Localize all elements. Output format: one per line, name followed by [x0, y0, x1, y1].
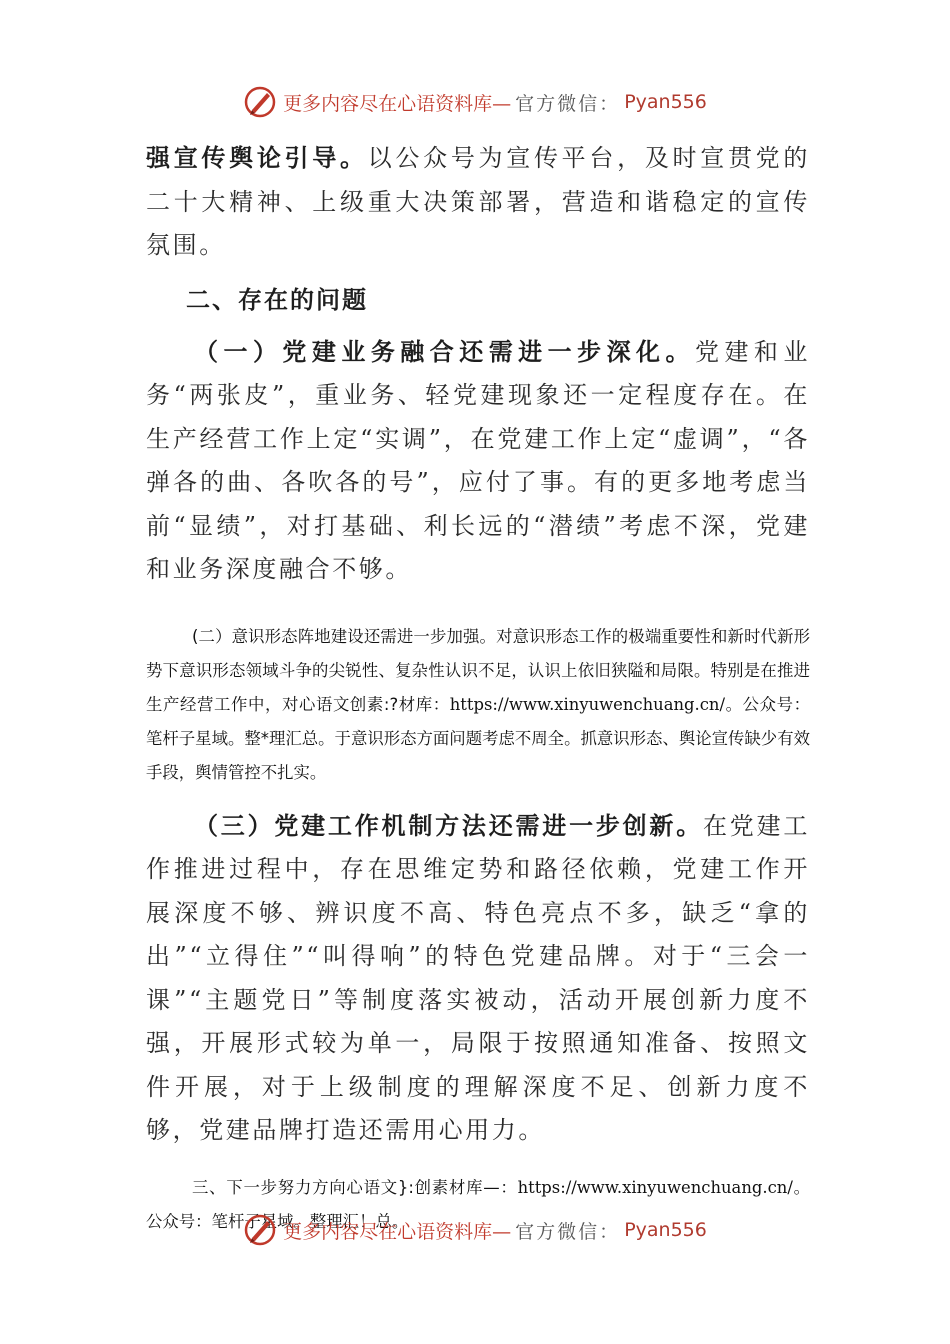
section-heading-problems: 二、存在的问题 [186, 284, 368, 314]
watermark-account: Pyan556 [624, 91, 707, 113]
paragraph-top-text: 以公众号为宣传平台，及时宣贯党的二十大精神、上级重大决策部署，营造和谐稳定的宣传氛围。 [146, 144, 810, 259]
paragraph-2 [146, 620, 810, 790]
paragraph-2-text-a: (二）意识形态阵地建设还需进一步加强。对意识形态工作的极端重要性和新时代新形势下意识形态领域斗争的尖锐性、复杂性认识不足，认识上依旧狭隘和局限。特别是在推进生产经营工作中，对心语文创素:?材库： [146, 626, 810, 714]
watermark-label: 官方微信： [515, 92, 621, 115]
paragraph-3-bold: （三）党建工作机制方法还需进一步创新。 [194, 810, 704, 840]
paragraph-1-bold: （一）党建业务融合还需进一步深化。 [194, 336, 695, 366]
paragraph-3-text: 在党建工作推进过程中，存在思维定势和路径依赖，党建工作开展深度不够、辨识度不高、特色亮点不多，缺乏“拿的出”“立得住”“叫得响”的特色党建品牌。对于“三会一课”“主题党日”等制度落实被动，活动开展创新力度不强，开展形式较为单一，局限于按照通知准备、按照文件开展，对于上级制度的理解深度不足、创新力度不够，党建品牌打造还需用心用力。 [146, 811, 810, 1144]
paragraph-3 [146, 804, 810, 1153]
paragraph-4-text-a: 三、下一步努力方向心语文}:创素材库—： [192, 1177, 518, 1197]
watermark-label: 官方微信： [515, 1220, 621, 1243]
watermark-header [0, 82, 950, 122]
watermark-account: Pyan556 [624, 1219, 707, 1241]
paragraph-top [146, 136, 810, 268]
pen-logo-icon [243, 1213, 277, 1247]
paragraph-1 [146, 330, 810, 592]
paragraph-top-bold: 强宣传舆论引导。 [146, 143, 368, 172]
watermark-text: 更多内容尽在心语资料库— [283, 1220, 512, 1243]
document-body [146, 136, 810, 1239]
paragraph-1-text: 党建和业务“两张皮”，重业务、轻党建现象还一定程度存在。在生产经营工作上定“实调”，在党建工作上定“虚调”，“各弹各的曲、各吹各的号”，应付了事。有的更多地考虑当前“显绩”，对打基础、利长远的“潜绩”考虑不深，党建和业务深度融合不够。 [146, 337, 810, 583]
paragraph-4-text-b: 。公众号：笔杆子星域。整理汇！总。 [146, 1177, 811, 1231]
paragraph-2-url: https://www.xinyuwenchuang.cn/ [449, 694, 726, 714]
pen-logo-icon [243, 85, 277, 119]
paragraph-4-url: https://www.xinyuwenchuang.cn/ [517, 1177, 793, 1197]
watermark-footer [0, 1210, 950, 1250]
paragraph-2-text-b: 。公众号：笔杆子星域。整*理汇总。于意识形态方面问题考虑不周全。抓意识形态、舆论宣传缺少有效手段，舆情管控不扎实。 [146, 694, 810, 782]
watermark-text: 更多内容尽在心语资料库— [283, 92, 512, 115]
